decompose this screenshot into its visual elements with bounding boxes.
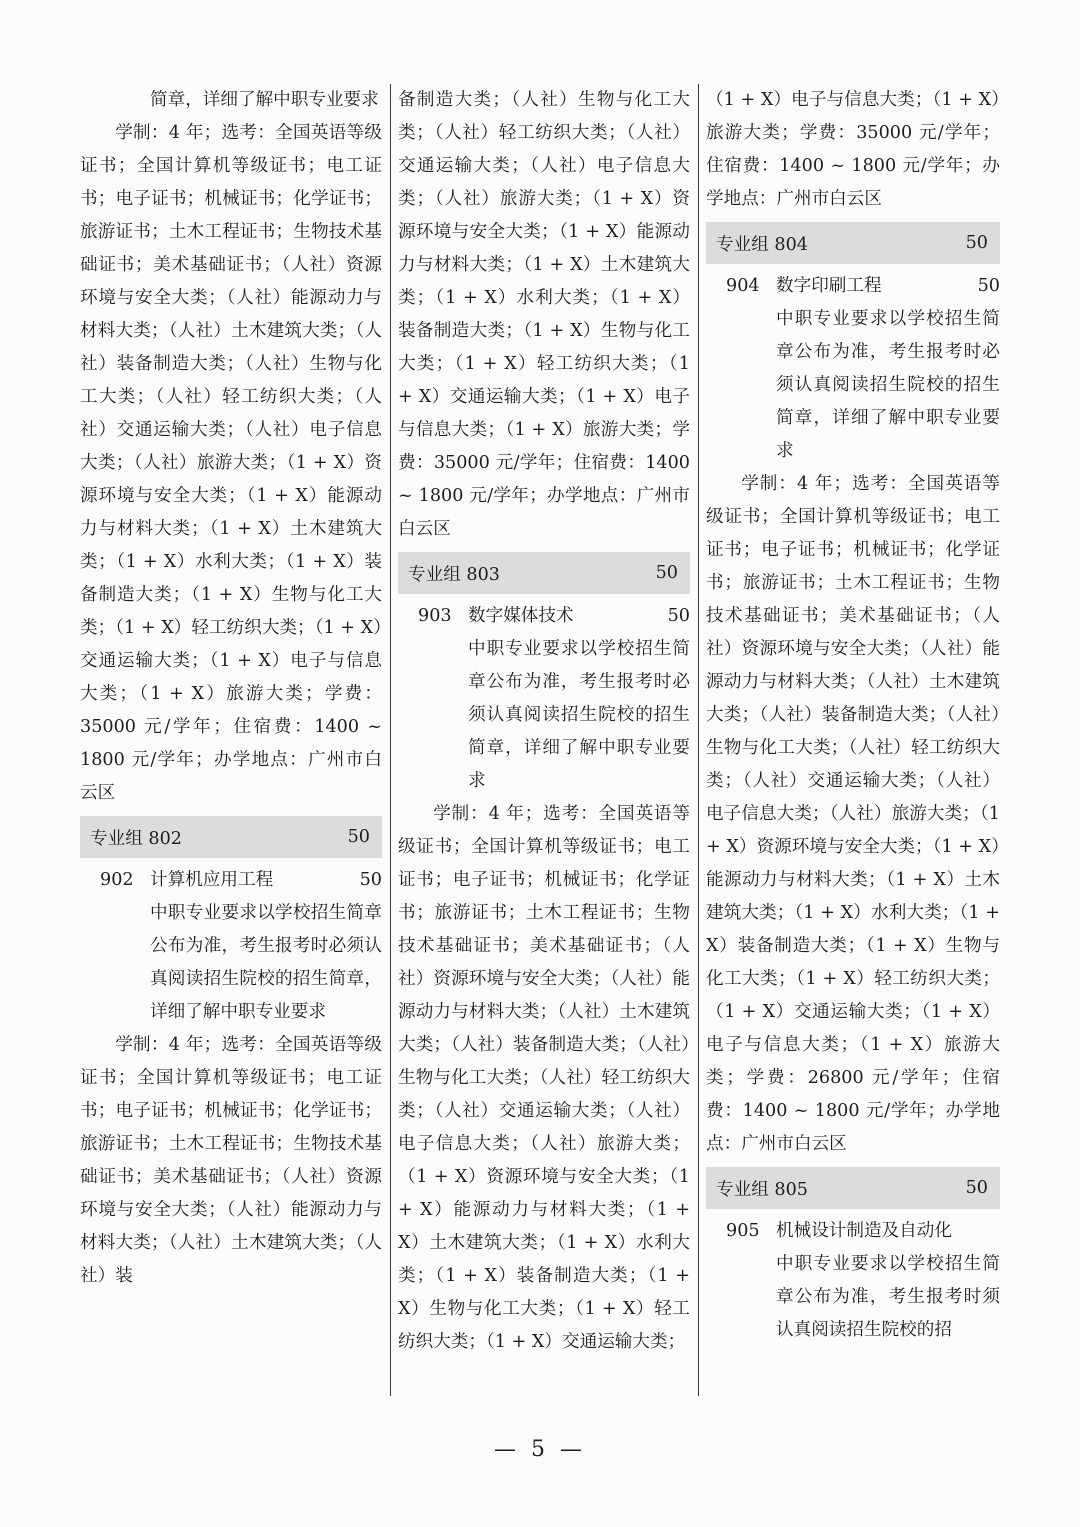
major-row: [398, 600, 690, 633]
major-row: [706, 1215, 1000, 1248]
page-number: — 5 —: [494, 1437, 586, 1462]
column-2: [398, 84, 690, 1359]
group-count: 50: [965, 233, 988, 253]
group-label: 专业组 802: [90, 828, 182, 849]
program-details: 学制：4 年；选考：全国英语等级证书；全国计算机等级证书；电工证书；电子证书；机械证书；化学证书；旅游证书；土木工程证书；生物技术基础证书；美术基础证书；（人社）资源环境与安全大类；（人社）能源动力与材料大类；（人社）土木建筑大类；（人社）装备制造大类；（人社）生物与化工大类；（人社）轻工纺织大类；（人社）交通运输大类；（人社）电子信息大类；（人社）旅游大类；（1 + X）资源环境与安全大类；（1 + X）能源动力与材料大类；（1 + X）土木建筑大类；（1 + X）水利大类；（1 + X）装备制造大类；（1 + X）生物与化工大类；（1 + X）轻工纺织大类；（1 + X）交通运输大类；: [398, 804, 690, 1352]
major-count: 50: [977, 276, 1000, 296]
major-name: 机械设计制造及自动化: [776, 1221, 952, 1241]
major-requirement: 中职专业要求以学校招生简章公布为准，考生报考时必须认真阅读招生院校的招生简章，详细了解中职专业要求: [468, 639, 690, 791]
major-count: 50: [359, 870, 382, 890]
group-header: [706, 222, 1000, 264]
major-requirement: 中职专业要求以学校招生简章公布为准，考生报考时必须认真阅读招生院校的招生简章，详细了解中职专业要求: [776, 309, 1000, 461]
major-name: 数字印刷工程: [776, 276, 882, 296]
group-label: 专业组 804: [716, 234, 808, 255]
major-count: 50: [667, 606, 690, 626]
major-code: 902: [100, 870, 134, 890]
program-details: 学制：4 年；选考：全国英语等级证书；全国计算机等级证书；电工证书；电子证书；机械证书；化学证书；旅游证书；土木工程证书；生物技术基础证书；美术基础证书；（人社）资源环境与安全大类；（人社）能源动力与材料大类；（人社）土木建筑大类；（人社）装备制造大类；（人社）生物与化工大类；（人社）轻工纺织大类；（人社）交通运输大类；（人社）电子信息大类；（人社）旅游大类；（1 + X）资源环境与安全大类；（1 + X）能源动力与材料大类；（1 + X）土木建筑大类；（1 + X）水利大类；（1 + X）装备制造大类；（1 + X）生物与化工大类；（1 + X）轻工纺织大类；（1 + X）交通运输大类；（1 + X）电子与信息大类；（1 + X）旅游大类；学费：35000 元/学年；住宿费：1400 ~ 1800 元/学年；办学地点：广州市白云区: [80, 123, 382, 803]
column-3: [706, 84, 1000, 1347]
group-label: 专业组 803: [408, 564, 500, 585]
major-code: 904: [726, 276, 760, 296]
major-name: 数字媒体技术: [468, 606, 574, 626]
group-count: 50: [965, 1178, 988, 1198]
column-divider: [390, 84, 391, 1396]
requirement-continued: 简章，详细了解中职专业要求: [150, 90, 379, 110]
major-requirement: 中职专业要求以学校招生简章公布为准，考生报考时须认真阅读招生院校的招: [776, 1254, 1000, 1340]
program-details-continued: 备制造大类；（人社）生物与化工大类；（人社）轻工纺织大类；（人社）交通运输大类；（人社）电子信息大类；（人社）旅游大类；（1 + X）资源环境与安全大类；（1 + X）能源动力与材料大类；（1 + X）土木建筑大类；（1 + X）水利大类；（1 + X）装备制造大类；（1 + X）生物与化工大类；（1 + X）轻工纺织大类；（1 + X）交通运输大类；（1 + X）电子与信息大类；（1 + X）旅游大类；学费：35000 元/学年；住宿费：1400 ~ 1800 元/学年；办学地点：广州市白云区: [398, 90, 690, 539]
major-code: 905: [726, 1221, 760, 1241]
column-divider: [698, 84, 699, 1396]
group-header: [80, 816, 382, 858]
group-header: [706, 1167, 1000, 1209]
major-name: 计算机应用工程: [150, 870, 274, 890]
program-details-continued: （1 + X）电子与信息大类；（1 + X）旅游大类；学费：35000 元/学年；住宿费：1400 ~ 1800 元/学年；办学地点：广州市白云区: [706, 90, 1000, 209]
group-count: 50: [655, 563, 678, 583]
column-1: [80, 84, 382, 1293]
group-count: 50: [347, 827, 370, 847]
major-row: [706, 270, 1000, 303]
program-details: 学制：4 年；选考：全国英语等级证书；全国计算机等级证书；电工证书；电子证书；机械证书；化学证书；旅游证书；土木工程证书；生物技术基础证书；美术基础证书；（人社）资源环境与安全大类；（人社）能源动力与材料大类；（人社）土木建筑大类；（人社）装备制造大类；（人社）生物与化工大类；（人社）轻工纺织大类；（人社）交通运输大类；（人社）电子信息大类；（人社）旅游大类；（1 + X）资源环境与安全大类；（1 + X）能源动力与材料大类；（1 + X）土木建筑大类；（1 + X）水利大类；（1 + X）装备制造大类；（1 + X）生物与化工大类；（1 + X）轻工纺织大类；（1 + X）交通运输大类；（1 + X）电子与信息大类；（1 + X）旅游大类；学费：26800 元/学年；住宿费：1400 ~ 1800 元/学年；办学地点：广州市白云区: [706, 474, 1000, 1154]
major-code: 903: [418, 606, 452, 626]
major-requirement: 中职专业要求以学校招生简章公布为准，考生报考时必须认真阅读招生院校的招生简章，详细了解中职专业要求: [150, 903, 382, 1022]
major-row: [80, 864, 382, 897]
program-details: 学制：4 年；选考：全国英语等级证书；全国计算机等级证书；电工证书；电子证书；机械证书；化学证书；旅游证书；土木工程证书；生物技术基础证书；美术基础证书；（人社）资源环境与安全大类；（人社）能源动力与材料大类；（人社）土木建筑大类；（人社）装: [80, 1035, 382, 1286]
group-header: [398, 552, 690, 594]
group-label: 专业组 805: [716, 1179, 808, 1200]
